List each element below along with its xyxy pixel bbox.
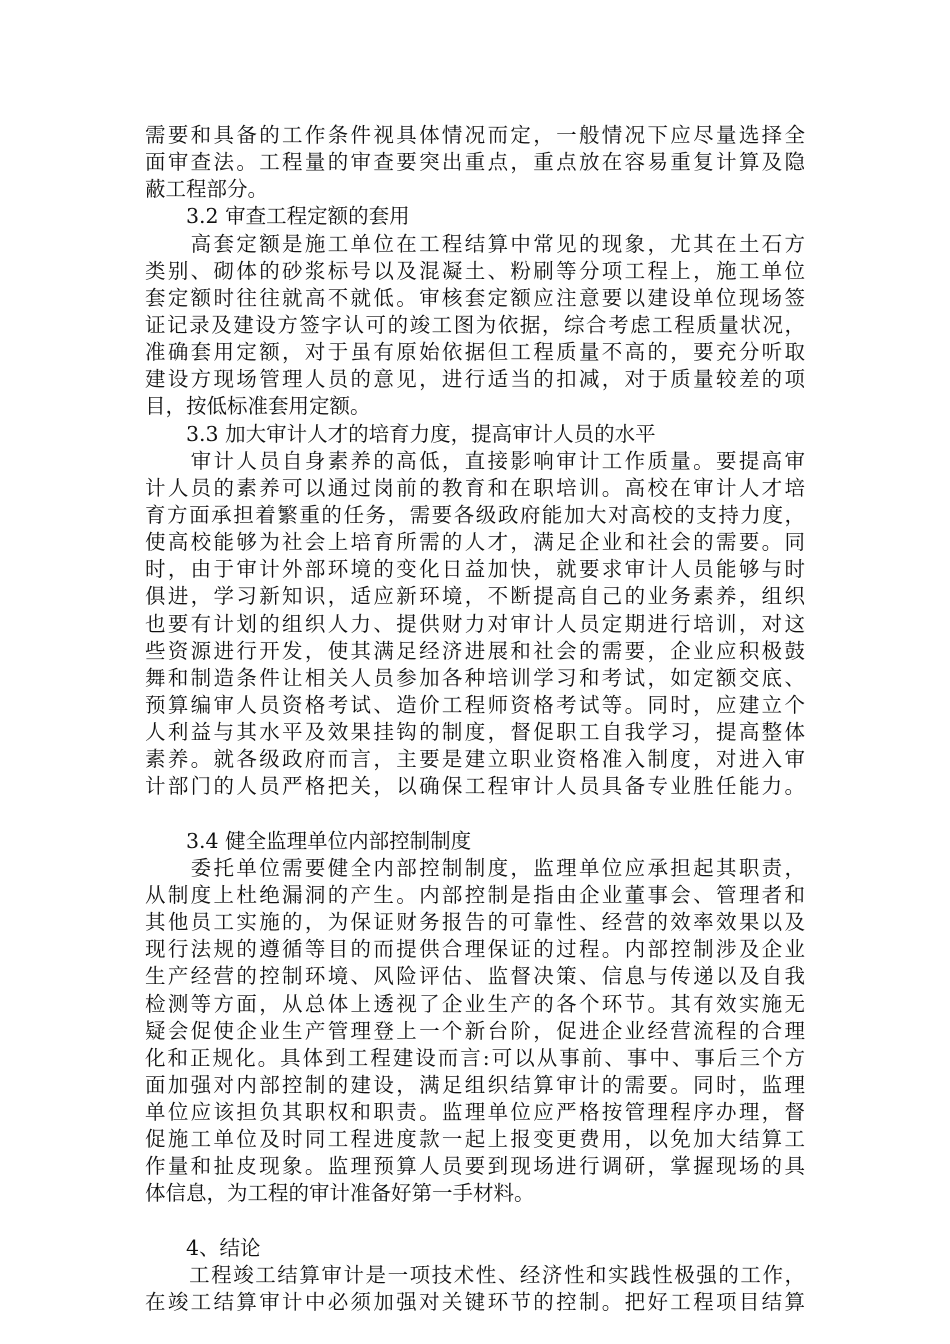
- text-line: 面审查法。工程量的审查要突出重点，重点放在容易重复计算及隐: [145, 150, 805, 175]
- section-heading: 3.3 加大审计人才的培育力度，提高审计人员的水平: [145, 421, 656, 446]
- text-line: 育方面承担着繁重的任务，需要各级政府能加大对高校的支持力度，: [145, 502, 805, 527]
- text-line: 预算编审人员资格考试、造价工程师资格考试等。同时，应建立个: [145, 692, 805, 717]
- section-heading: 3.4 健全监理单位内部控制制度: [145, 828, 472, 853]
- section-heading: 3.2 审查工程定额的套用: [145, 204, 410, 229]
- section-heading: 4、结论: [145, 1235, 261, 1260]
- text-line: 工程竣工结算审计是一项技术性、经济性和实践性极强的工作，: [145, 1262, 805, 1287]
- text-line: 单位应该担负其职权和职责。监理单位应严格按管理程序办理，督: [145, 1100, 805, 1125]
- text-line: 舞和制造条件让相关人员参加各种培训学习和考试，如定额交底、: [145, 665, 805, 690]
- text-line: 些资源进行开发，使其满足经济进展和社会的需要，企业应积极鼓: [145, 638, 805, 663]
- text-line: 委托单位需要健全内部控制制度，监理单位应承担起其职责，: [145, 855, 805, 880]
- text-line: 目，按低标准套用定额。: [145, 394, 371, 419]
- text-line: 检测等方面，从总体上透视了企业生产的各个环节。其有效实施无: [145, 991, 805, 1016]
- text-line: 时，由于审计外部环境的变化日益加快，就要求审计人员能够与时: [145, 557, 805, 582]
- text-line: 现行法规的遵循等目的而提供合理保证的过程。内部控制涉及企业: [145, 937, 805, 962]
- text-line: 计人员的素养可以通过岗前的教育和在职培训。高校在审计人才培: [145, 475, 805, 500]
- text-line: 人利益与其水平及效果挂钩的制度，督促职工自我学习，提高整体: [145, 720, 805, 745]
- text-line: 在竣工结算审计中必须加强对关键环节的控制。把好工程项目结算: [145, 1290, 805, 1315]
- text-line: 面加强对内部控制的建设，满足组织结算审计的需要。同时，监理: [145, 1072, 805, 1097]
- text-line: 套定额时往往就高不就低。审核套定额应注意要以建设单位现场签: [145, 285, 805, 310]
- text-line: 促施工单位及时同工程进度款一起上报变更费用，以免加大结算工: [145, 1127, 805, 1152]
- text-line: 蔽工程部分。: [145, 177, 268, 202]
- text-line: 审计人员自身素养的高低，直接影响审计工作质量。要提高审: [145, 448, 805, 473]
- text-line: 高套定额是施工单位在工程结算中常见的现象，尤其在土石方: [145, 231, 805, 256]
- text-line: 准确套用定额，对于虽有原始依据但工程质量不高的，要充分听取: [145, 340, 805, 365]
- document-body: [145, 122, 805, 1316]
- text-line: 作量和扯皮现象。监理预算人员要到现场进行调研，掌握现场的具: [145, 1154, 805, 1179]
- text-line: 其他员工实施的，为保证财务报告的可靠性、经营的效率效果以及: [145, 910, 805, 935]
- text-line: 类别、砌体的砂浆标号以及混凝土、粉刷等分项工程上，施工单位: [145, 258, 805, 283]
- text-line: 化和正规化。具体到工程建设而言:可以从事前、事中、事后三个方: [145, 1045, 805, 1070]
- text-line: 从制度上杜绝漏洞的产生。内部控制是指由企业董事会、管理者和: [145, 882, 805, 907]
- blank-line: [145, 801, 805, 828]
- text-line: 证记录及建设方签字认可的竣工图为依据，综合考虑工程质量状况，: [145, 312, 805, 337]
- blank-line: [145, 1208, 805, 1235]
- text-line: 疑会促使企业生产管理登上一个新台阶，促进企业经营流程的合理: [145, 1018, 805, 1043]
- text-line: 计部门的人员严格把关，以确保工程审计人员具备专业胜任能力。: [145, 774, 805, 799]
- text-line: 体信息，为工程的审计准备好第一手材料。: [145, 1181, 535, 1206]
- text-line: 需要和具备的工作条件视具体情况而定，一般情况下应尽量选择全: [145, 123, 805, 147]
- text-line: 使高校能够为社会上培育所需的人才，满足企业和社会的需要。同: [145, 530, 805, 555]
- text-line: 俱进，学习新知识，适应新环境，不断提高自己的业务素养，组织: [145, 584, 805, 609]
- text-line: 也要有计划的组织人力、提供财力对审计人员定期进行培训，对这: [145, 611, 805, 636]
- text-line: 素养。就各级政府而言，主要是建立职业资格准入制度，对进入审: [145, 747, 805, 772]
- text-line: 建设方现场管理人员的意见，进行适当的扣减，对于质量较差的项: [145, 367, 805, 392]
- text-line: 生产经营的控制环境、风险评估、监督决策、信息与传递以及自我: [145, 964, 805, 989]
